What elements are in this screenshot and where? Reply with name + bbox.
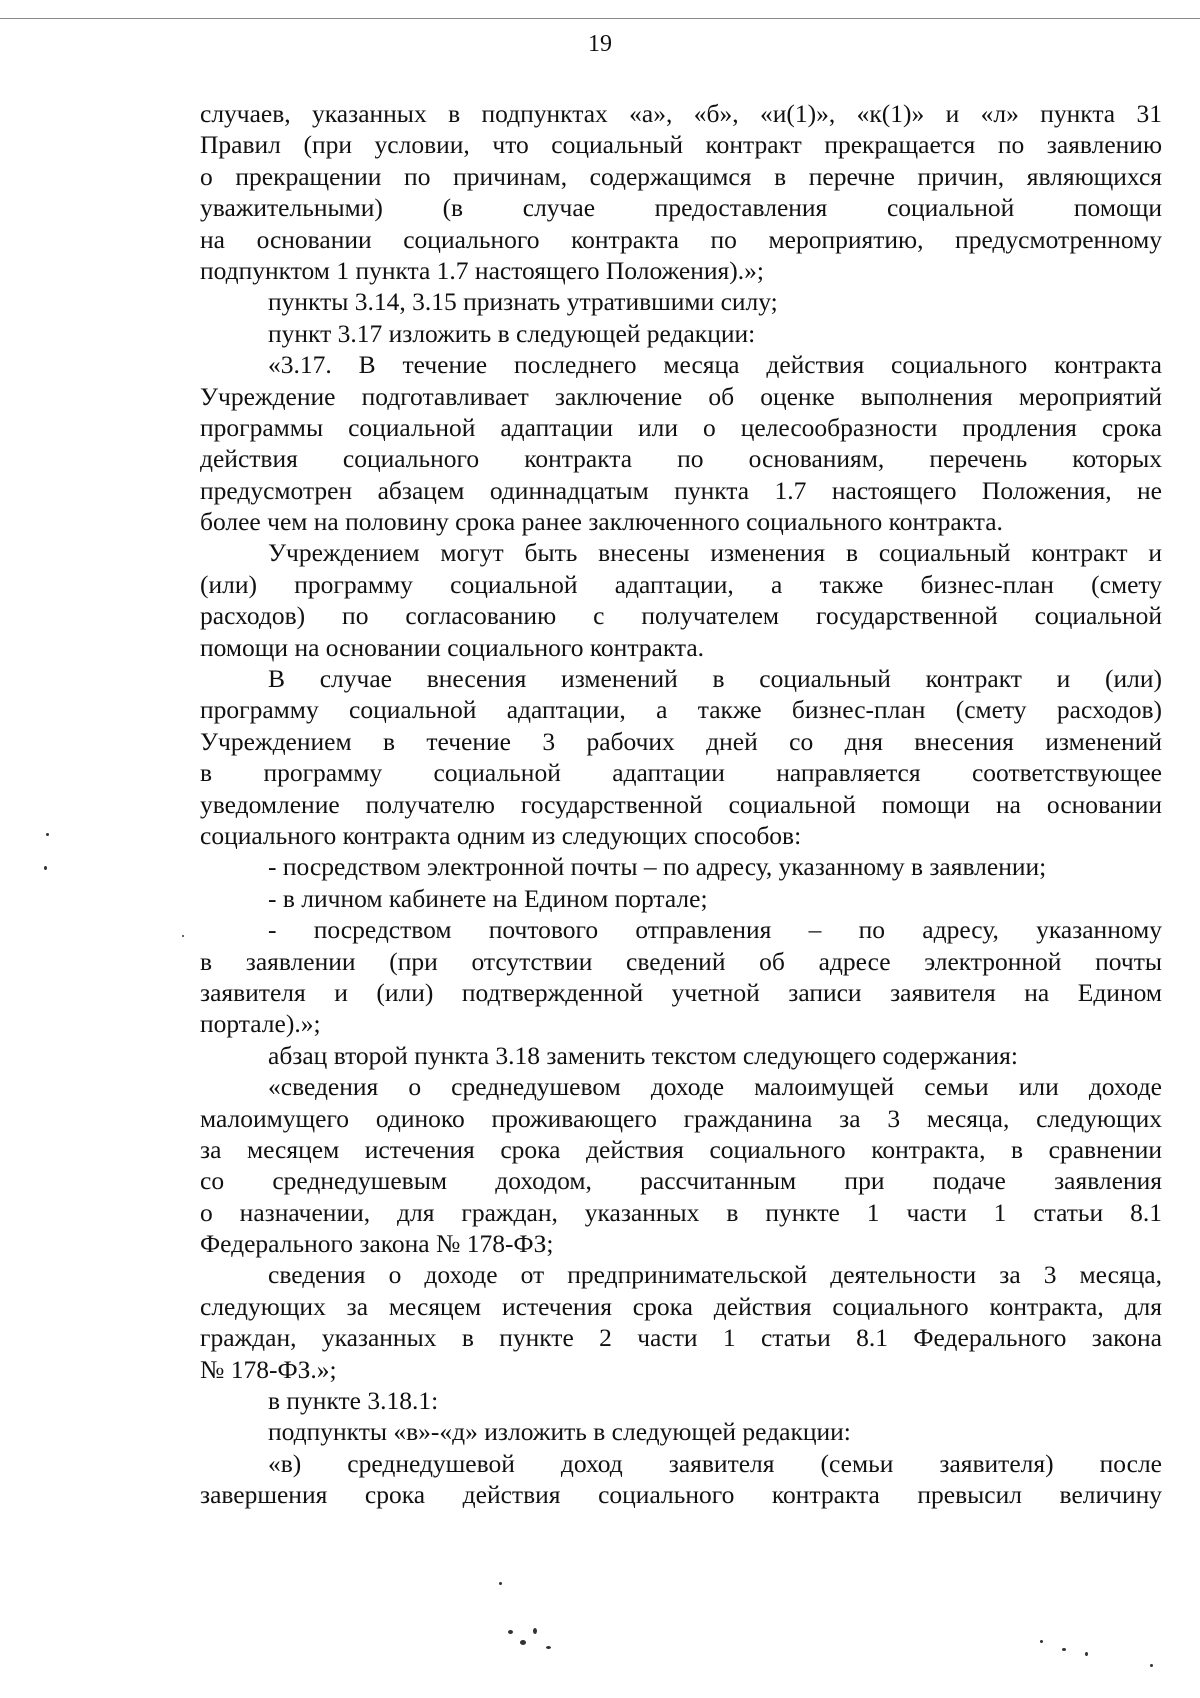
text-line: предусмотрен абзацем одиннадцатым пункта 1.7 настоящего Положения, не xyxy=(200,475,1162,505)
page-number: 19 xyxy=(588,31,612,57)
text-line: Правил (при условии, что социальный контракт прекращается по заявлению xyxy=(200,130,1162,160)
text-line: уведомление получателю государственной социальной помощи на основании xyxy=(200,789,1162,819)
text-line: о назначении, для граждан, указанных в пункте 1 части 1 статьи 8.1 xyxy=(200,1197,1162,1227)
text-line: сведения о доходе от предпринимательской деятельности за 3 месяца, xyxy=(268,1260,1162,1290)
text-line: со среднедушевым доходом, рассчитанным при подаче заявления xyxy=(200,1166,1162,1196)
scan-speck xyxy=(546,1646,551,1649)
scan-speck xyxy=(1062,1648,1066,1651)
text-line: В случае внесения изменений в социальный контракт и (или) xyxy=(268,664,1162,694)
scan-speck xyxy=(44,866,47,870)
scan-speck xyxy=(1085,1652,1088,1656)
text-line: случаев, указанных в подпунктах «а», «б», «и(1)», «к(1)» и «л» пункта 31 xyxy=(200,99,1162,128)
text-line: расходов) по согласованию с получателем государственной социальной xyxy=(200,601,1162,631)
document-body xyxy=(200,98,1162,1511)
text-line: абзац второй пункта 3.18 заменить текстом следующего содержания: xyxy=(268,1040,1018,1070)
text-line: в программу социальной адаптации направляется соответствующее xyxy=(200,758,1162,788)
scan-speck xyxy=(508,1630,513,1634)
text-line: Учреждением в течение 3 рабочих дней со дня внесения изменений xyxy=(200,726,1162,756)
text-line: программу социальной адаптации, а также бизнес-план (смету расходов) xyxy=(200,695,1162,725)
text-line: следующих за месяцем истечения срока действия социального контракта, для xyxy=(200,1291,1162,1321)
text-line: - в личном кабинете на Едином портале; xyxy=(268,883,708,913)
scan-speck xyxy=(1150,1664,1153,1667)
text-line: более чем на половину срока ранее заключенного социального контракта. xyxy=(200,507,1003,537)
scan-edge-line xyxy=(0,18,1200,19)
text-line: в пункте 3.18.1: xyxy=(268,1386,439,1416)
text-line: портале).»; xyxy=(200,1009,321,1039)
text-line: «сведения о среднедушевом доходе малоимущей семьи или доходе xyxy=(268,1072,1162,1102)
text-line: «в) среднедушевой доход заявителя (семьи заявителя) после xyxy=(268,1448,1162,1478)
text-line: социального контракта одним из следующих способов: xyxy=(200,820,802,850)
scan-speck xyxy=(182,935,184,937)
text-line: подпункты «в»-«д» изложить в следующей редакции: xyxy=(268,1417,851,1447)
text-line: малоимущего одиноко проживающего гражданина за 3 месяца, следующих xyxy=(200,1103,1162,1133)
scan-speck xyxy=(499,1582,502,1585)
text-line: на основании социального контракта по мероприятию, предусмотренному xyxy=(200,224,1162,254)
text-line: - посредством электронной почты – по адресу, указанному в заявлении; xyxy=(268,852,1047,882)
scan-speck xyxy=(1040,1640,1043,1643)
text-line: программы социальной адаптации или о целесообразности продления срока xyxy=(200,412,1162,442)
text-line: пункт 3.17 изложить в следующей редакции: xyxy=(268,318,756,348)
text-line: Учреждением могут быть внесены изменения в социальный контракт и xyxy=(268,538,1162,568)
scan-speck xyxy=(533,1628,537,1634)
text-line: пункты 3.14, 3.15 признать утратившими силу; xyxy=(268,287,778,317)
text-line: «3.17. В течение последнего месяца действия социального контракта xyxy=(268,350,1162,380)
scan-speck xyxy=(520,1640,526,1645)
text-line: в заявлении (при отсутствии сведений об адресе электронной почты xyxy=(200,946,1162,976)
text-line: действия социального контракта по основаниям, перечень которых xyxy=(200,444,1162,474)
text-line: уважительными) (в случае предоставления социальной помощи xyxy=(200,193,1162,223)
text-line: Учреждение подготавливает заключение об оценке выполнения мероприятий xyxy=(200,381,1162,411)
text-line: - посредством почтового отправления – по адресу, указанному xyxy=(268,915,1162,945)
text-line: № 178-ФЗ.»; xyxy=(200,1354,337,1384)
text-line: (или) программу социальной адаптации, а также бизнес-план (смету xyxy=(200,569,1162,599)
text-line: заявителя и (или) подтвержденной учетной записи заявителя на Едином xyxy=(200,977,1162,1007)
text-line: подпунктом 1 пункта 1.7 настоящего Положения).»; xyxy=(200,255,764,285)
scan-speck xyxy=(46,833,49,836)
text-line: завершения срока действия социального контракта превысил величину xyxy=(200,1480,1162,1510)
text-line: Федерального закона № 178-ФЗ; xyxy=(200,1229,554,1259)
text-line: за месяцем истечения срока действия социального контракта, в сравнении xyxy=(200,1134,1162,1164)
text-line: помощи на основании социального контракта. xyxy=(200,632,705,662)
text-line: о прекращении по причинам, содержащимся в перечне причин, являющихся xyxy=(200,161,1162,191)
text-line: граждан, указанных в пункте 2 части 1 статьи 8.1 Федерального закона xyxy=(200,1323,1162,1353)
